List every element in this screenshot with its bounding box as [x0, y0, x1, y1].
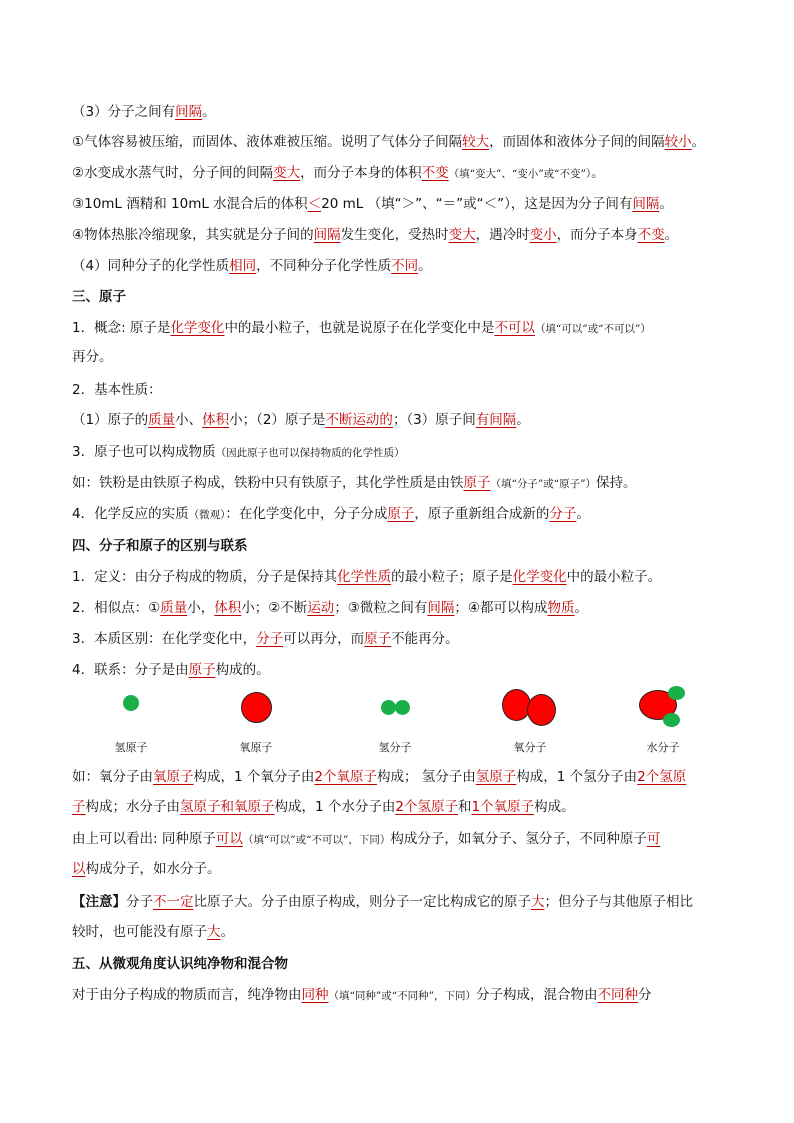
- line-atom-1-cont: 再分。: [72, 349, 113, 365]
- line-diff-4: 4．联系：分子是由原子构成的。: [72, 662, 270, 678]
- caption-oxygen-molecule: 氧分子: [513, 741, 547, 754]
- line-conclusion-2: 以构成分子，如水分子。: [72, 861, 221, 877]
- line-atom-2-list: （1）原子的质量小、体积小；（2）原子是不断运动的；（3）原子间有间隔。: [72, 412, 530, 428]
- line-q3: （3）分子之间有间隔。: [72, 104, 216, 120]
- line-example-2: 子构成；水分子由氢原子和氧原子构成，1 个水分子由2个氢原子和1个氧原子构成。: [72, 799, 575, 815]
- line-note-2: 较时，也可能没有原子大。: [72, 924, 234, 940]
- caption-hydrogen-atom: 氢原子: [114, 741, 148, 754]
- line-q4: （4）同种分子的化学性质相同，不同种分子化学性质不同。: [72, 258, 432, 274]
- line-atom-4: 4．化学反应的实质（微观）：在化学变化中，分子分成原子，原子重新组合成新的分子。: [72, 506, 590, 522]
- line-note-1: 【注意】分子不一定比原子大。分子由原子构成，则分子一定比构成它的原子大；但分子与其他原子相比: [72, 894, 693, 910]
- heading-atom: 三、原子: [72, 289, 126, 305]
- line-diff-2: 2．相似点：①质量小，体积小；②不断运动；③微粒之间有间隔；④都可以构成物质。: [72, 600, 589, 616]
- caption-water-molecule: 水分子: [646, 741, 680, 754]
- line-diff-1: 1．定义：由分子构成的物质，分子是保持其化学性质的最小粒子；原子是化学变化中的最小粒子。: [72, 569, 662, 585]
- line-i2: ②水变成水蒸气时，分子间的间隔变大，而分子本身的体积不变（填“变大”、“变小”或“不变”）。: [72, 165, 605, 181]
- line-example-1: 如：氧分子由氧原子构成，1 个氧分子由2个氧原子构成； 氢分子由氢原子构成，1 个氢分子由2个氢原: [72, 769, 687, 785]
- oxygen-atom-icon: [241, 692, 272, 723]
- line-i4: ④物体热胀冷缩现象，其实就是分子间的间隔发生变化，受热时变大，遇冷时变小，而分子本身不变。: [72, 227, 679, 243]
- line-pure-1: 对于由分子构成的物质而言，纯净物由同种（填“同种”或“不同种”，下同）分子构成，混合物由不同种分: [72, 987, 652, 1003]
- line-atom-1: 1．概念: 原子是化学变化中的最小粒子，也就是说原子在化学变化中是不可以（填“可以”或“不可以”）: [72, 320, 651, 336]
- line-atom-2: 2．基本性质：: [72, 382, 162, 398]
- heading-pure: 五、从微观角度认识纯净物和混合物: [72, 956, 288, 972]
- line-atom-3-example: 如：铁粉是由铁原子构成，铁粉中只有铁原子，其化学性质是由铁原子（填“分子”或“原子”）保持。: [72, 475, 637, 491]
- answer: 间隔: [175, 104, 203, 120]
- line-i3: ③10mL 酒精和 10mL 水混合后的体积＜20 mL （填“＞”、“＝”或“＜”），这是因为分子间有间隔。: [72, 196, 673, 212]
- line-conclusion-1: 由上可以看出: 同种原子可以（填“可以”或“不可以”，下同）构成分子，如氧分子、氢分子，不同种原子可: [72, 831, 661, 847]
- line-i1: ①气体容易被压缩，而固体、液体难被压缩。说明了气体分子间隔较大，而固体和液体分子间的间隔较小。: [72, 134, 706, 150]
- line-atom-3: 3．原子也可以构成物质（因此原子也可以保持物质的化学性质）: [72, 444, 405, 460]
- heading-diff: 四、分子和原子的区别与联系: [72, 538, 248, 554]
- caption-hydrogen-molecule: 氢分子: [378, 741, 412, 754]
- line-diff-3: 3．本质区别：在化学变化中，分子可以再分，而原子不能再分。: [72, 631, 459, 647]
- caption-oxygen-atom: 氧原子: [239, 741, 273, 754]
- hydrogen-atom-icon: [123, 695, 139, 711]
